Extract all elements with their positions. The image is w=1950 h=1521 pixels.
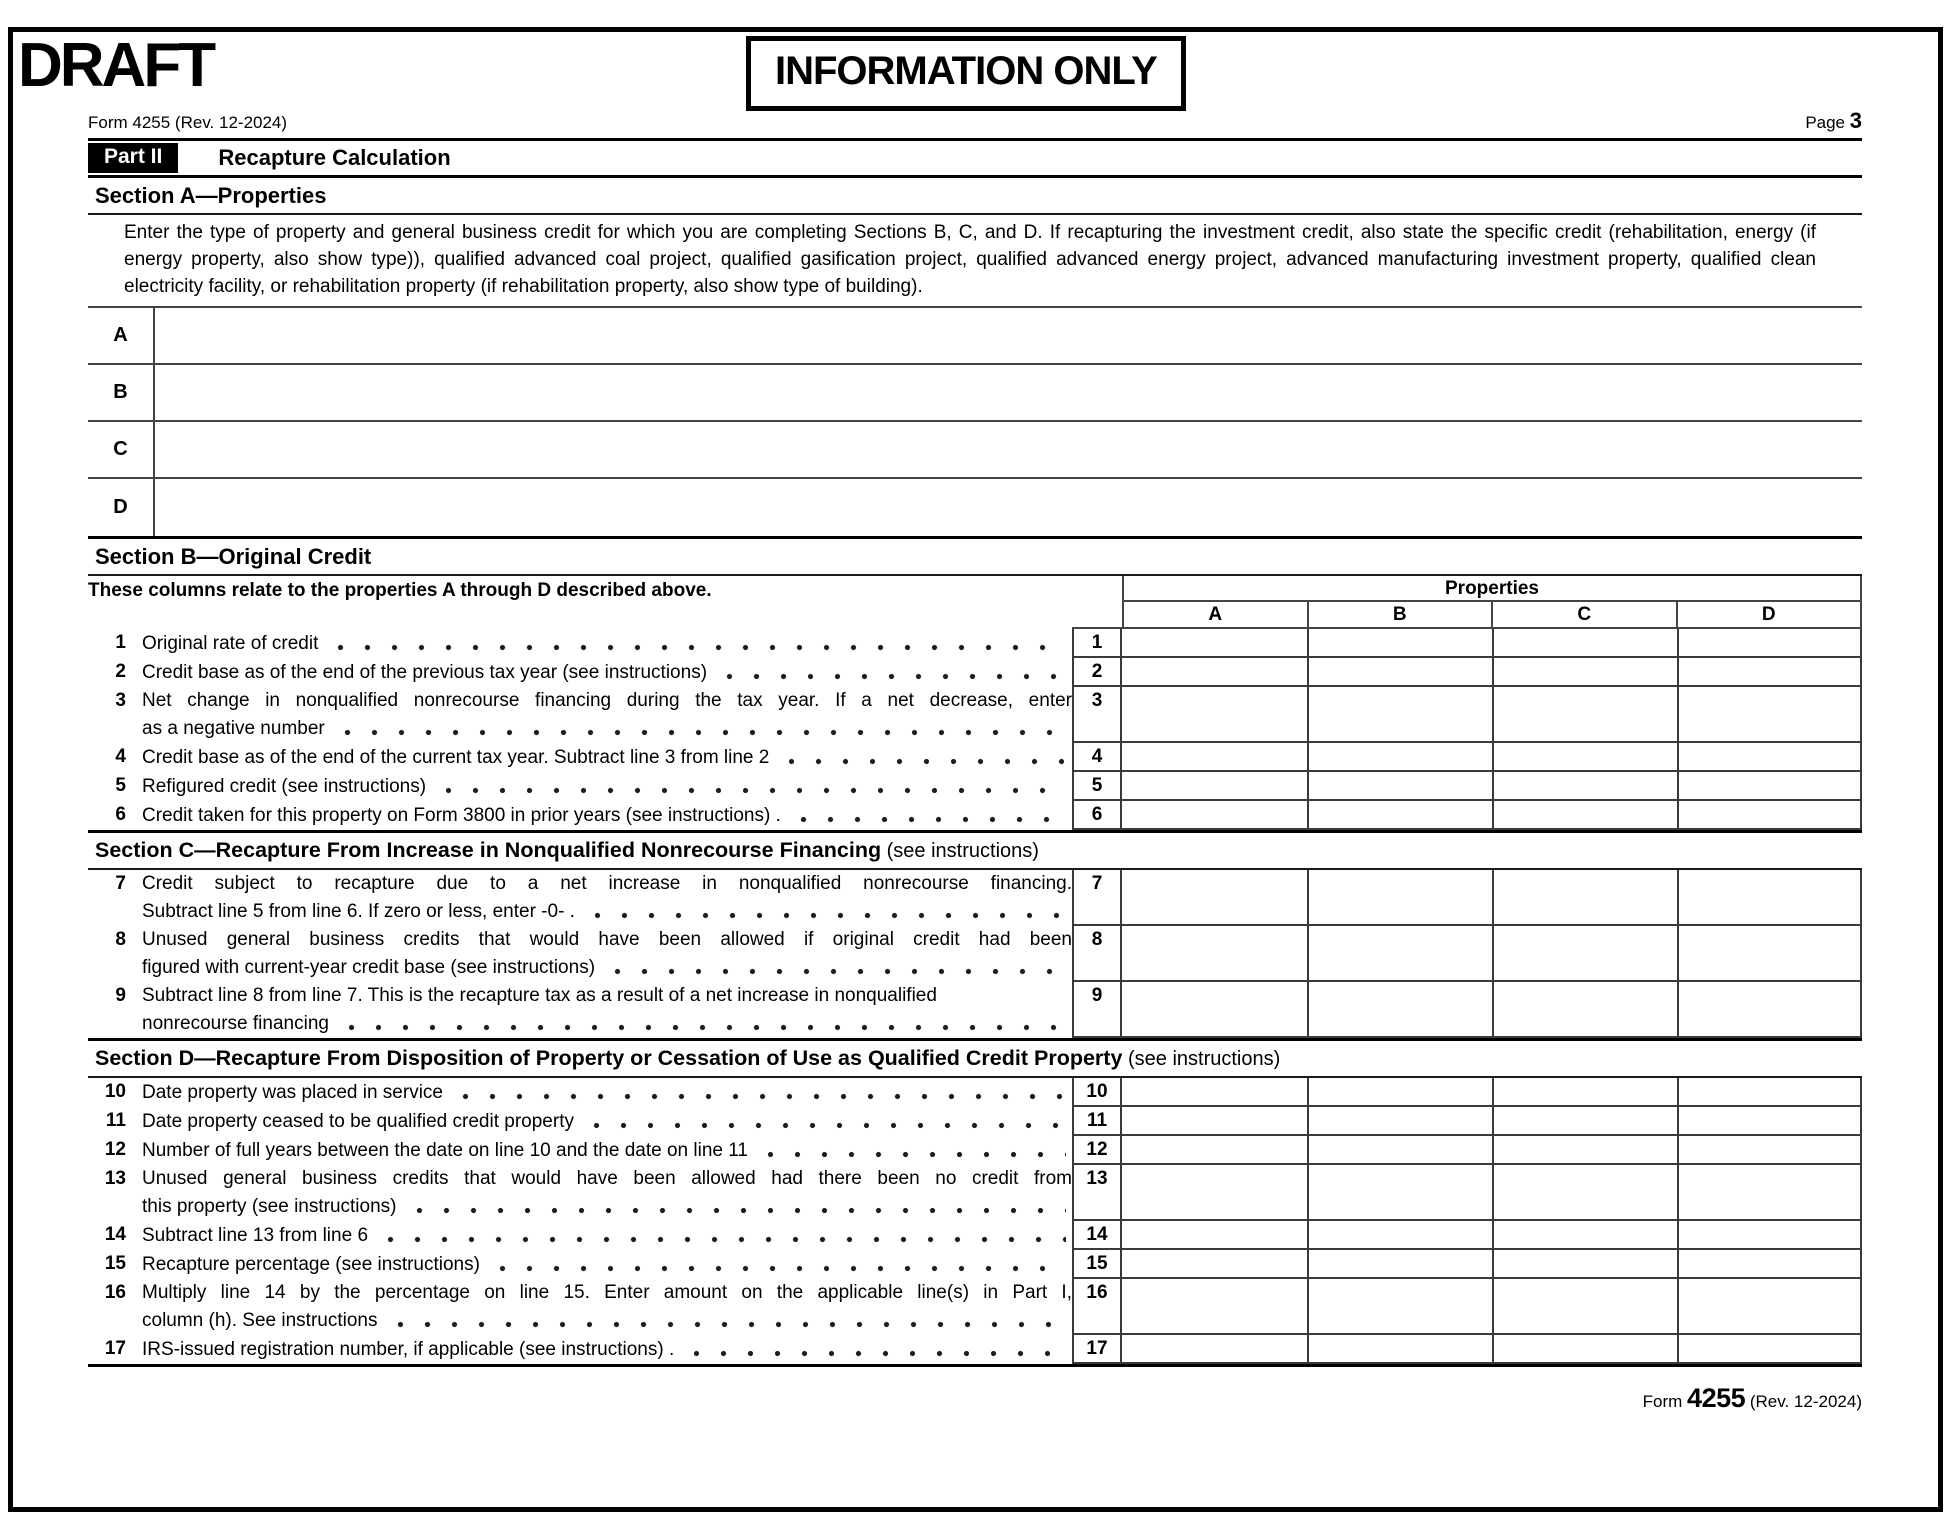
line-5-box-number: 5 [1072, 772, 1122, 801]
line-12-number: 12 [104, 1139, 126, 1160]
line-10-property-b-cell[interactable] [1307, 1078, 1492, 1107]
line-16-property-a-cell[interactable] [1122, 1279, 1307, 1335]
table-row-line-1 [88, 629, 1862, 658]
line-8-property-c-cell[interactable] [1492, 926, 1677, 982]
line-11-property-c-cell[interactable] [1492, 1107, 1677, 1136]
line-15-box-number: 15 [1072, 1250, 1122, 1279]
line-15-property-a-cell[interactable] [1122, 1250, 1307, 1279]
line-9-box-number: 9 [1072, 982, 1122, 1038]
line-15-property-b-cell[interactable] [1307, 1250, 1492, 1279]
form-id: Form 4255 (Rev. 12-2024) [88, 113, 288, 132]
line-1-property-d-cell[interactable] [1677, 629, 1862, 658]
section-d-heading-note: (see instructions) [1122, 1048, 1281, 1070]
line-7-property-c-cell[interactable] [1492, 870, 1677, 926]
recapture-table-body [88, 629, 1862, 1367]
section-a-row-a [88, 308, 1862, 365]
line-12-description: 12 Number of full years between the date on line 10 and the date on line 11 [88, 1136, 1072, 1165]
line-8-box-number: 8 [1072, 926, 1122, 982]
section-c-heading-title: Section C—Recapture From Increase in Nonqualified Nonrecourse Financing [95, 838, 882, 862]
line-6-description: 6 Credit taken for this property on Form 3800 in prior years (see instructions) . [88, 801, 1072, 830]
dot-leader [604, 954, 1066, 982]
dot-leader [489, 1250, 1066, 1279]
information-only-stamp: INFORMATION ONLY [746, 36, 1186, 111]
section-b-heading: Section B—Original Credit [88, 536, 1862, 576]
line-14-number: 14 [104, 1224, 126, 1245]
table-row-line-10 [88, 1078, 1862, 1107]
property-column-label-c: C [1491, 602, 1676, 629]
line-8-property-b-cell[interactable] [1307, 926, 1492, 982]
properties-header-group [1122, 576, 1862, 629]
line-17-description: 17 IRS-issued registration number, if applicable (see instructions) . [88, 1335, 1072, 1364]
line-3-box-number: 3 [1072, 687, 1122, 743]
line-17-number: 17 [104, 1338, 126, 1359]
line-11-property-a-cell[interactable] [1122, 1107, 1307, 1136]
line-11-box-number: 11 [1072, 1107, 1122, 1136]
line-12-property-b-cell[interactable] [1307, 1136, 1492, 1165]
line-14-property-c-cell[interactable] [1492, 1221, 1677, 1250]
property-b-label: B [88, 365, 155, 420]
dot-leader [583, 1107, 1066, 1136]
line-6-property-a-cell[interactable] [1122, 801, 1307, 830]
line-5-property-d-cell[interactable] [1677, 772, 1862, 801]
line-15-number: 15 [104, 1253, 126, 1274]
line-1-number: 1 [115, 632, 126, 653]
line-15-property-d-cell[interactable] [1677, 1250, 1862, 1279]
line-13-property-a-cell[interactable] [1122, 1165, 1307, 1221]
table-header [88, 576, 1862, 629]
line-13-property-b-cell[interactable] [1307, 1165, 1492, 1221]
line-11-property-b-cell[interactable] [1307, 1107, 1492, 1136]
section-a-instructions: Enter the type of property and general business credit for which you are completing Sections B, C, and D. If recapturing the investment credit, also state the specific credit (rehabilitation, energy (if energy property, also show type)), qualified advanced coal project, qualified gasification project, qualified advanced energy project, advanced manufacturing investment property, qualified clean electricity facility, or rehabilitation property (if rehabilitation property, also show type of building). [124, 222, 1816, 297]
line-12-property-c-cell[interactable] [1492, 1136, 1677, 1165]
property-a-description-field[interactable] [155, 308, 1862, 363]
table-row-line-8 [88, 926, 1862, 982]
line-13-description: 13 Unused general business credits that would have been allowed had there been no credit from this property (see instructions) [88, 1165, 1072, 1221]
line-15-description: 15 Recapture percentage (see instructions) [88, 1250, 1072, 1279]
line-6-property-b-cell[interactable] [1307, 801, 1492, 830]
line-16-description: 16 Multiply line 14 by the percentage on line 15. Enter amount on the applicable line(s) in Part I, column (h). See instructions [88, 1279, 1072, 1335]
line-9-property-c-cell[interactable] [1492, 982, 1677, 1038]
line-2-number: 2 [115, 661, 126, 682]
line-8-number: 8 [115, 929, 126, 950]
line-5-description: 5 Refigured credit (see instructions) [88, 772, 1072, 801]
property-column-label-d: D [1676, 602, 1861, 629]
part2-title: Recapture Calculation [218, 145, 451, 170]
line-13-property-c-cell[interactable] [1492, 1165, 1677, 1221]
dot-leader [338, 1010, 1066, 1038]
line-6-property-c-cell[interactable] [1492, 801, 1677, 830]
dot-leader [778, 743, 1066, 772]
line-3-description: 3 Net change in nonqualified nonrecourse financing during the tax year. If a net decrease, enter as a negative number [88, 687, 1072, 743]
line-14-box-number: 14 [1072, 1221, 1122, 1250]
property-d-description-field[interactable] [155, 479, 1862, 536]
line-6-box-number: 6 [1072, 801, 1122, 830]
line-17-box-number: 17 [1072, 1335, 1122, 1364]
line-2-description: 2 Credit base as of the end of the previous tax year (see instructions) [88, 658, 1072, 687]
dot-leader [406, 1193, 1067, 1221]
table-row-line-11 [88, 1107, 1862, 1136]
section-a-row-c [88, 422, 1862, 479]
line-4-box-number: 4 [1072, 743, 1122, 772]
dot-leader [757, 1136, 1066, 1165]
properties-header: Properties [1124, 576, 1860, 602]
line-17-property-a-cell[interactable] [1122, 1335, 1307, 1364]
line-9-number: 9 [115, 985, 126, 1006]
line-3-property-c-cell[interactable] [1492, 687, 1677, 743]
line-8-property-d-cell[interactable] [1677, 926, 1862, 982]
table-row-line-5 [88, 772, 1862, 801]
line-17-property-b-cell[interactable] [1307, 1335, 1492, 1364]
dot-leader [327, 629, 1066, 658]
line-11-description: 11 Date property ceased to be qualified credit property [88, 1107, 1072, 1136]
property-d-label: D [88, 479, 155, 536]
line-7-box-number: 7 [1072, 870, 1122, 926]
section-a-property-rows [88, 306, 1862, 536]
line-14-property-d-cell[interactable] [1677, 1221, 1862, 1250]
property-column-label-a: A [1208, 604, 1223, 625]
table-row-line-4 [88, 743, 1862, 772]
line-16-box-number: 16 [1072, 1279, 1122, 1335]
line-15-property-c-cell[interactable] [1492, 1250, 1677, 1279]
line-4-description: 4 Credit base as of the end of the current tax year. Subtract line 3 from line 2 [88, 743, 1072, 772]
line-16-property-b-cell[interactable] [1307, 1279, 1492, 1335]
form-footer: Form 4255 (Rev. 12-2024) [1642, 1383, 1862, 1413]
line-12-box-number: 12 [1072, 1136, 1122, 1165]
line-9-property-b-cell[interactable] [1307, 982, 1492, 1038]
dot-leader [334, 715, 1066, 743]
dot-leader [584, 898, 1066, 926]
table-row-line-16 [88, 1279, 1862, 1335]
table-row-line-15 [88, 1250, 1862, 1279]
line-3-number: 3 [115, 690, 126, 711]
line-3-property-b-cell[interactable] [1307, 687, 1492, 743]
line-5-property-c-cell[interactable] [1492, 772, 1677, 801]
line-12-property-a-cell[interactable] [1122, 1136, 1307, 1165]
section-c-heading [88, 830, 1862, 870]
line-14-property-a-cell[interactable] [1122, 1221, 1307, 1250]
line-1-property-b-cell[interactable] [1307, 629, 1492, 658]
table-row-line-14 [88, 1221, 1862, 1250]
table-row-line-13 [88, 1165, 1862, 1221]
line-10-property-c-cell[interactable] [1492, 1078, 1677, 1107]
section-a-heading: Section A—Properties [88, 178, 1862, 215]
table-row-line-6 [88, 801, 1862, 830]
line-6-property-d-cell[interactable] [1677, 801, 1862, 830]
dot-leader [377, 1221, 1066, 1250]
line-4-number: 4 [115, 746, 126, 767]
line-10-property-a-cell[interactable] [1122, 1078, 1307, 1107]
line-7-description: 7 Credit subject to recapture due to a net increase in nonqualified nonrecourse financing. Subtract line 5 from line 6. If zero or less, enter -0- . [88, 870, 1072, 926]
dot-leader [452, 1078, 1066, 1107]
line-9-description: 9 Subtract line 8 from line 7. This is the recapture tax as a result of a net increase in nonqualified nonrecourse financing [88, 982, 1072, 1038]
table-row-line-2 [88, 658, 1862, 687]
line-7-property-a-cell[interactable] [1122, 870, 1307, 926]
dot-leader [387, 1307, 1067, 1335]
line-13-number: 13 [104, 1168, 126, 1189]
dot-leader [683, 1335, 1066, 1364]
line-2-property-b-cell[interactable] [1307, 658, 1492, 687]
line-14-description: 14 Subtract line 13 from line 6 [88, 1221, 1072, 1250]
form-id-line [88, 108, 1862, 138]
section-c-heading-note: (see instructions) [881, 840, 1039, 862]
line-1-box-number: 1 [1072, 629, 1122, 658]
property-c-label: C [88, 422, 155, 477]
line-3-property-a-cell[interactable] [1122, 687, 1307, 743]
line-4-property-c-cell[interactable] [1492, 743, 1677, 772]
line-5-property-a-cell[interactable] [1122, 772, 1307, 801]
section-d-heading-title: Section D—Recapture From Disposition of Property or Cessation of Use as Qualified Credit Property [95, 1046, 1123, 1070]
line-7-property-d-cell[interactable] [1677, 870, 1862, 926]
section-a-row-b [88, 365, 1862, 422]
line-10-property-d-cell[interactable] [1677, 1078, 1862, 1107]
line-6-number: 6 [115, 804, 126, 825]
line-8-property-a-cell[interactable] [1122, 926, 1307, 982]
line-2-property-c-cell[interactable] [1492, 658, 1677, 687]
part2-label: Part II [88, 143, 178, 173]
line-2-box-number: 2 [1072, 658, 1122, 687]
property-column-label-b: B [1307, 602, 1492, 629]
line-5-property-b-cell[interactable] [1307, 772, 1492, 801]
line-12-property-d-cell[interactable] [1677, 1136, 1862, 1165]
property-c-description-field[interactable] [155, 422, 1862, 477]
line-1-property-a-cell[interactable] [1122, 629, 1307, 658]
line-17-property-d-cell[interactable] [1677, 1335, 1862, 1364]
columns-note: These columns relate to the properties A through D described above. [88, 580, 712, 601]
line-11-number: 11 [105, 1110, 126, 1131]
line-1-description: 1 Original rate of credit [88, 629, 1072, 658]
line-16-property-d-cell[interactable] [1677, 1279, 1862, 1335]
table-row-line-9 [88, 982, 1862, 1038]
section-d-heading [88, 1038, 1862, 1078]
table-row-line-7 [88, 870, 1862, 926]
line-10-number: 10 [104, 1081, 126, 1102]
form-content [88, 108, 1862, 1414]
table-row-line-17 [88, 1335, 1862, 1364]
part2-header-bar [88, 138, 1862, 178]
draft-watermark: DRAFT [18, 31, 214, 100]
line-1-property-c-cell[interactable] [1492, 629, 1677, 658]
dot-leader [790, 801, 1066, 830]
table-row-line-12 [88, 1136, 1862, 1165]
line-11-property-d-cell[interactable] [1677, 1107, 1862, 1136]
table-row-line-3 [88, 687, 1862, 743]
line-17-property-c-cell[interactable] [1492, 1335, 1677, 1364]
line-2-property-a-cell[interactable] [1122, 658, 1307, 687]
property-b-description-field[interactable] [155, 365, 1862, 420]
line-5-number: 5 [115, 775, 126, 796]
line-13-box-number: 13 [1072, 1165, 1122, 1221]
line-2-property-d-cell[interactable] [1677, 658, 1862, 687]
line-14-property-b-cell[interactable] [1307, 1221, 1492, 1250]
page-number: Page 3 [1805, 108, 1862, 133]
line-16-property-c-cell[interactable] [1492, 1279, 1677, 1335]
line-8-description: 8 Unused general business credits that would have been allowed if original credit had been figured with current-year credit base (see instructions) [88, 926, 1072, 982]
line-4-property-d-cell[interactable] [1677, 743, 1862, 772]
dot-leader [435, 772, 1066, 801]
line-4-property-a-cell[interactable] [1122, 743, 1307, 772]
line-3-property-d-cell[interactable] [1677, 687, 1862, 743]
dot-leader [716, 658, 1066, 687]
line-7-property-b-cell[interactable] [1307, 870, 1492, 926]
property-a-label: A [88, 308, 155, 363]
line-9-property-d-cell[interactable] [1677, 982, 1862, 1038]
line-9-property-a-cell[interactable] [1122, 982, 1307, 1038]
line-16-number: 16 [104, 1282, 126, 1303]
property-column-labels [1124, 602, 1860, 629]
line-10-description: 10 Date property was placed in service [88, 1078, 1072, 1107]
line-4-property-b-cell[interactable] [1307, 743, 1492, 772]
line-7-number: 7 [115, 873, 126, 894]
line-13-property-d-cell[interactable] [1677, 1165, 1862, 1221]
line-10-box-number: 10 [1072, 1078, 1122, 1107]
section-a-row-d [88, 479, 1862, 536]
